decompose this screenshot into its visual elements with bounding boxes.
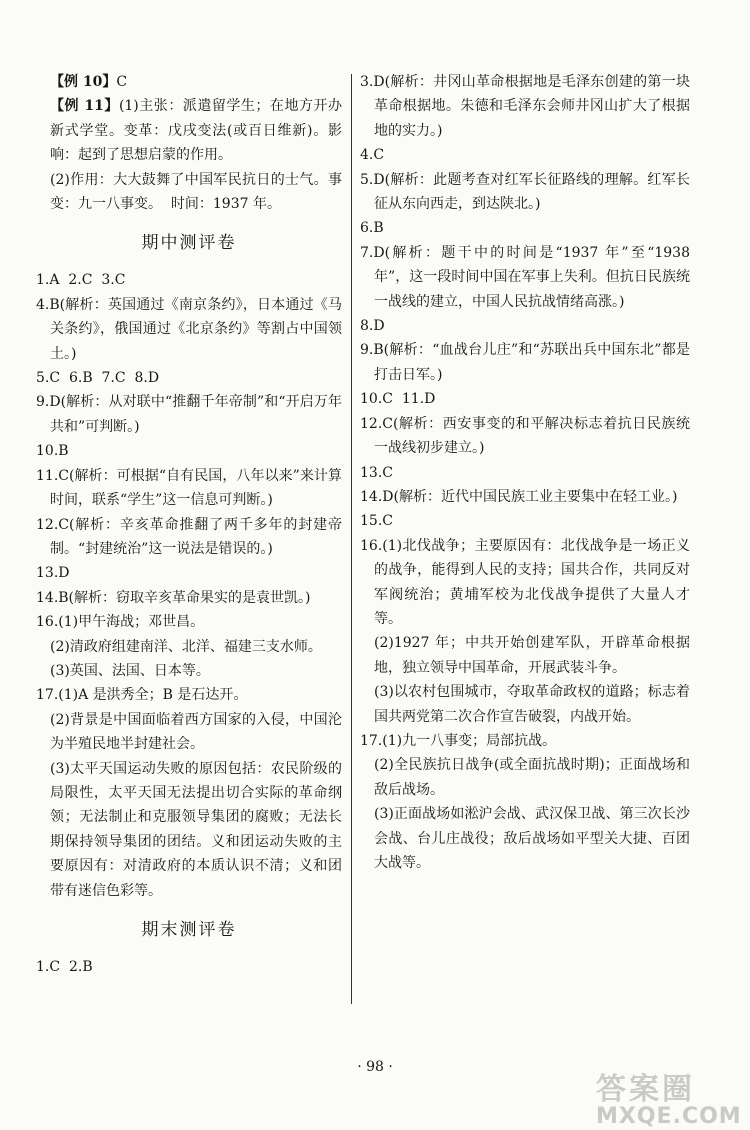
midterm-item: 11.C(解析：可根据“自有民国，八年以来”来计算时间，联系“学生”这一信息可判断。) xyxy=(36,467,342,509)
example-11-text: (1)主张：派遣留学生；在地方开办新式学堂。变革：戊戌变法(或百日维新)。影响：起到了思想启蒙的作用。 xyxy=(50,98,342,164)
final-item: 8.D xyxy=(360,318,385,335)
example-10-tag: 【例 10】 xyxy=(50,74,117,90)
left-column xyxy=(36,70,342,979)
final-subitem: (2)1927 年；中共开始创建军队，开辟革命根据地，独立领导中国革命，开展武装斗争。 xyxy=(374,635,690,676)
midterm-item: 13.D xyxy=(36,565,70,582)
final-item: 17.(1)九一八事变；局部抗战。 xyxy=(360,732,557,749)
example-10 xyxy=(36,70,342,94)
final-item: 4.C xyxy=(360,147,385,164)
example-10-text: C xyxy=(116,74,128,90)
watermark-top-text: 答案圈 xyxy=(596,1072,695,1107)
final-item: 5.D(解析：此题考查对红军长征路线的理解。红军长征从东向西走，到达陕北。) xyxy=(360,171,690,213)
final-subitem: (3)正面战场如淞沪会战、武汉保卫战、第三次长沙会战、台儿庄战役；敌后战场如平型关大捷、百团大战等。 xyxy=(374,806,690,871)
example-11-part-2: (2)作用：大大鼓舞了中国军民抗日的士气。事变：九一八事变。 时间：1937 年。 xyxy=(50,171,342,213)
column-divider xyxy=(351,74,352,1004)
final-item: 6.B xyxy=(360,220,384,237)
page-number: · 98 · xyxy=(357,1059,393,1075)
midterm-item: 1.A 2.C 3.C xyxy=(36,272,126,289)
final-item: 1.C 2.B xyxy=(36,959,93,975)
midterm-item: 4.B(解析：英国通过《南京条约》，日本通过《马关条约》，俄国通过《北京条约》等割占中国领土。) xyxy=(36,296,342,362)
midterm-title: 期中测评卷 xyxy=(141,233,237,254)
final-subitem: (3)以农村包围城市，夺取革命政权的道路；标志着国共两党第二次合作宣告破裂，内战开始。 xyxy=(374,684,690,725)
midterm-item: 16.(1)甲午海战；邓世昌。 xyxy=(36,614,205,631)
midterm-item: 17.(1)A 是洪秀全；B 是石达开。 xyxy=(36,687,248,704)
midterm-item: 9.D(解析：从对联中“推翻千年帝制”和“开启万年共和”可判断。) xyxy=(36,394,342,435)
final-subitem: (2)全民族抗日战争(或全面抗战时期)；正面战场和敌后战场。 xyxy=(374,757,690,798)
final-item: 15.C xyxy=(360,513,393,530)
final-item: 13.C xyxy=(360,464,393,481)
final-item: 16.(1)北伐战争；主要原因有：北伐战争是一场正义的战争，能得到人民的支持；国共合作，共同反对军阀统治；黄埔军校为北伐战争提供了大量人才等。 xyxy=(360,537,690,627)
midterm-subitem: (3)太平天国运动失败的原因包括：农民阶级的局限性，太平天国无法提出切合实际的革命纲领；无法制止和克服领导集团的腐败；无法长期保持领导集团的团结。义和团运动失败的主要原因有：对清政府的本质认识不清；义和团带有迷信色彩等。 xyxy=(50,760,342,899)
midterm-item: 5.C 6.B 7.C 8.D xyxy=(36,370,160,387)
final-exam-title: 期末测评卷 xyxy=(141,920,237,940)
final-item: 10.C 11.D xyxy=(360,391,436,408)
example-11 xyxy=(36,94,342,167)
final-item: 14.D(解析：近代中国民族工业主要集中在轻工业。) xyxy=(360,488,678,505)
final-item: 9.B(解析：“血战台儿庄”和“苏联出兵中国东北”都是打击日军。) xyxy=(360,342,690,383)
midterm-item: 10.B xyxy=(36,443,69,460)
midterm-subitem: (2)背景是中国面临着西方国家的入侵，中国沦为半殖民地半封建社会。 xyxy=(50,711,342,753)
midterm-item: 14.B(解析：窃取辛亥革命果实的是袁世凯。) xyxy=(36,589,311,606)
example-11-tag: 【例 11】 xyxy=(50,98,119,115)
final-item: 3.D(解析：井冈山革命根据地是毛泽东创建的第一块革命根据地。朱德和毛泽东会师井冈山扩大了根据地的实力。) xyxy=(360,74,690,139)
watermark-logo xyxy=(596,1074,746,1130)
watermark-bottom-text: MXQE.COM xyxy=(596,1104,742,1129)
final-item: 7.D(解析：题干中的时间是“1937 年”至“1938年”，这一段时间中国在军事上失利。但抗日民族统一战线的建立，中国人民抗战情绪高涨。) xyxy=(360,244,690,310)
final-item: 12.C(解析：西安事变的和平解决标志着抗日民族统一战线初步建立。) xyxy=(360,415,690,457)
midterm-subitem: (3)英国、法国、日本等。 xyxy=(50,662,210,679)
midterm-subitem: (2)清政府组建南洋、北洋、福建三支水师。 xyxy=(50,638,322,655)
right-column xyxy=(360,70,690,875)
midterm-item: 12.C(解析：辛亥革命推翻了两千多年的封建帝制。“封建统治”这一说法是错误的。) xyxy=(36,516,342,557)
